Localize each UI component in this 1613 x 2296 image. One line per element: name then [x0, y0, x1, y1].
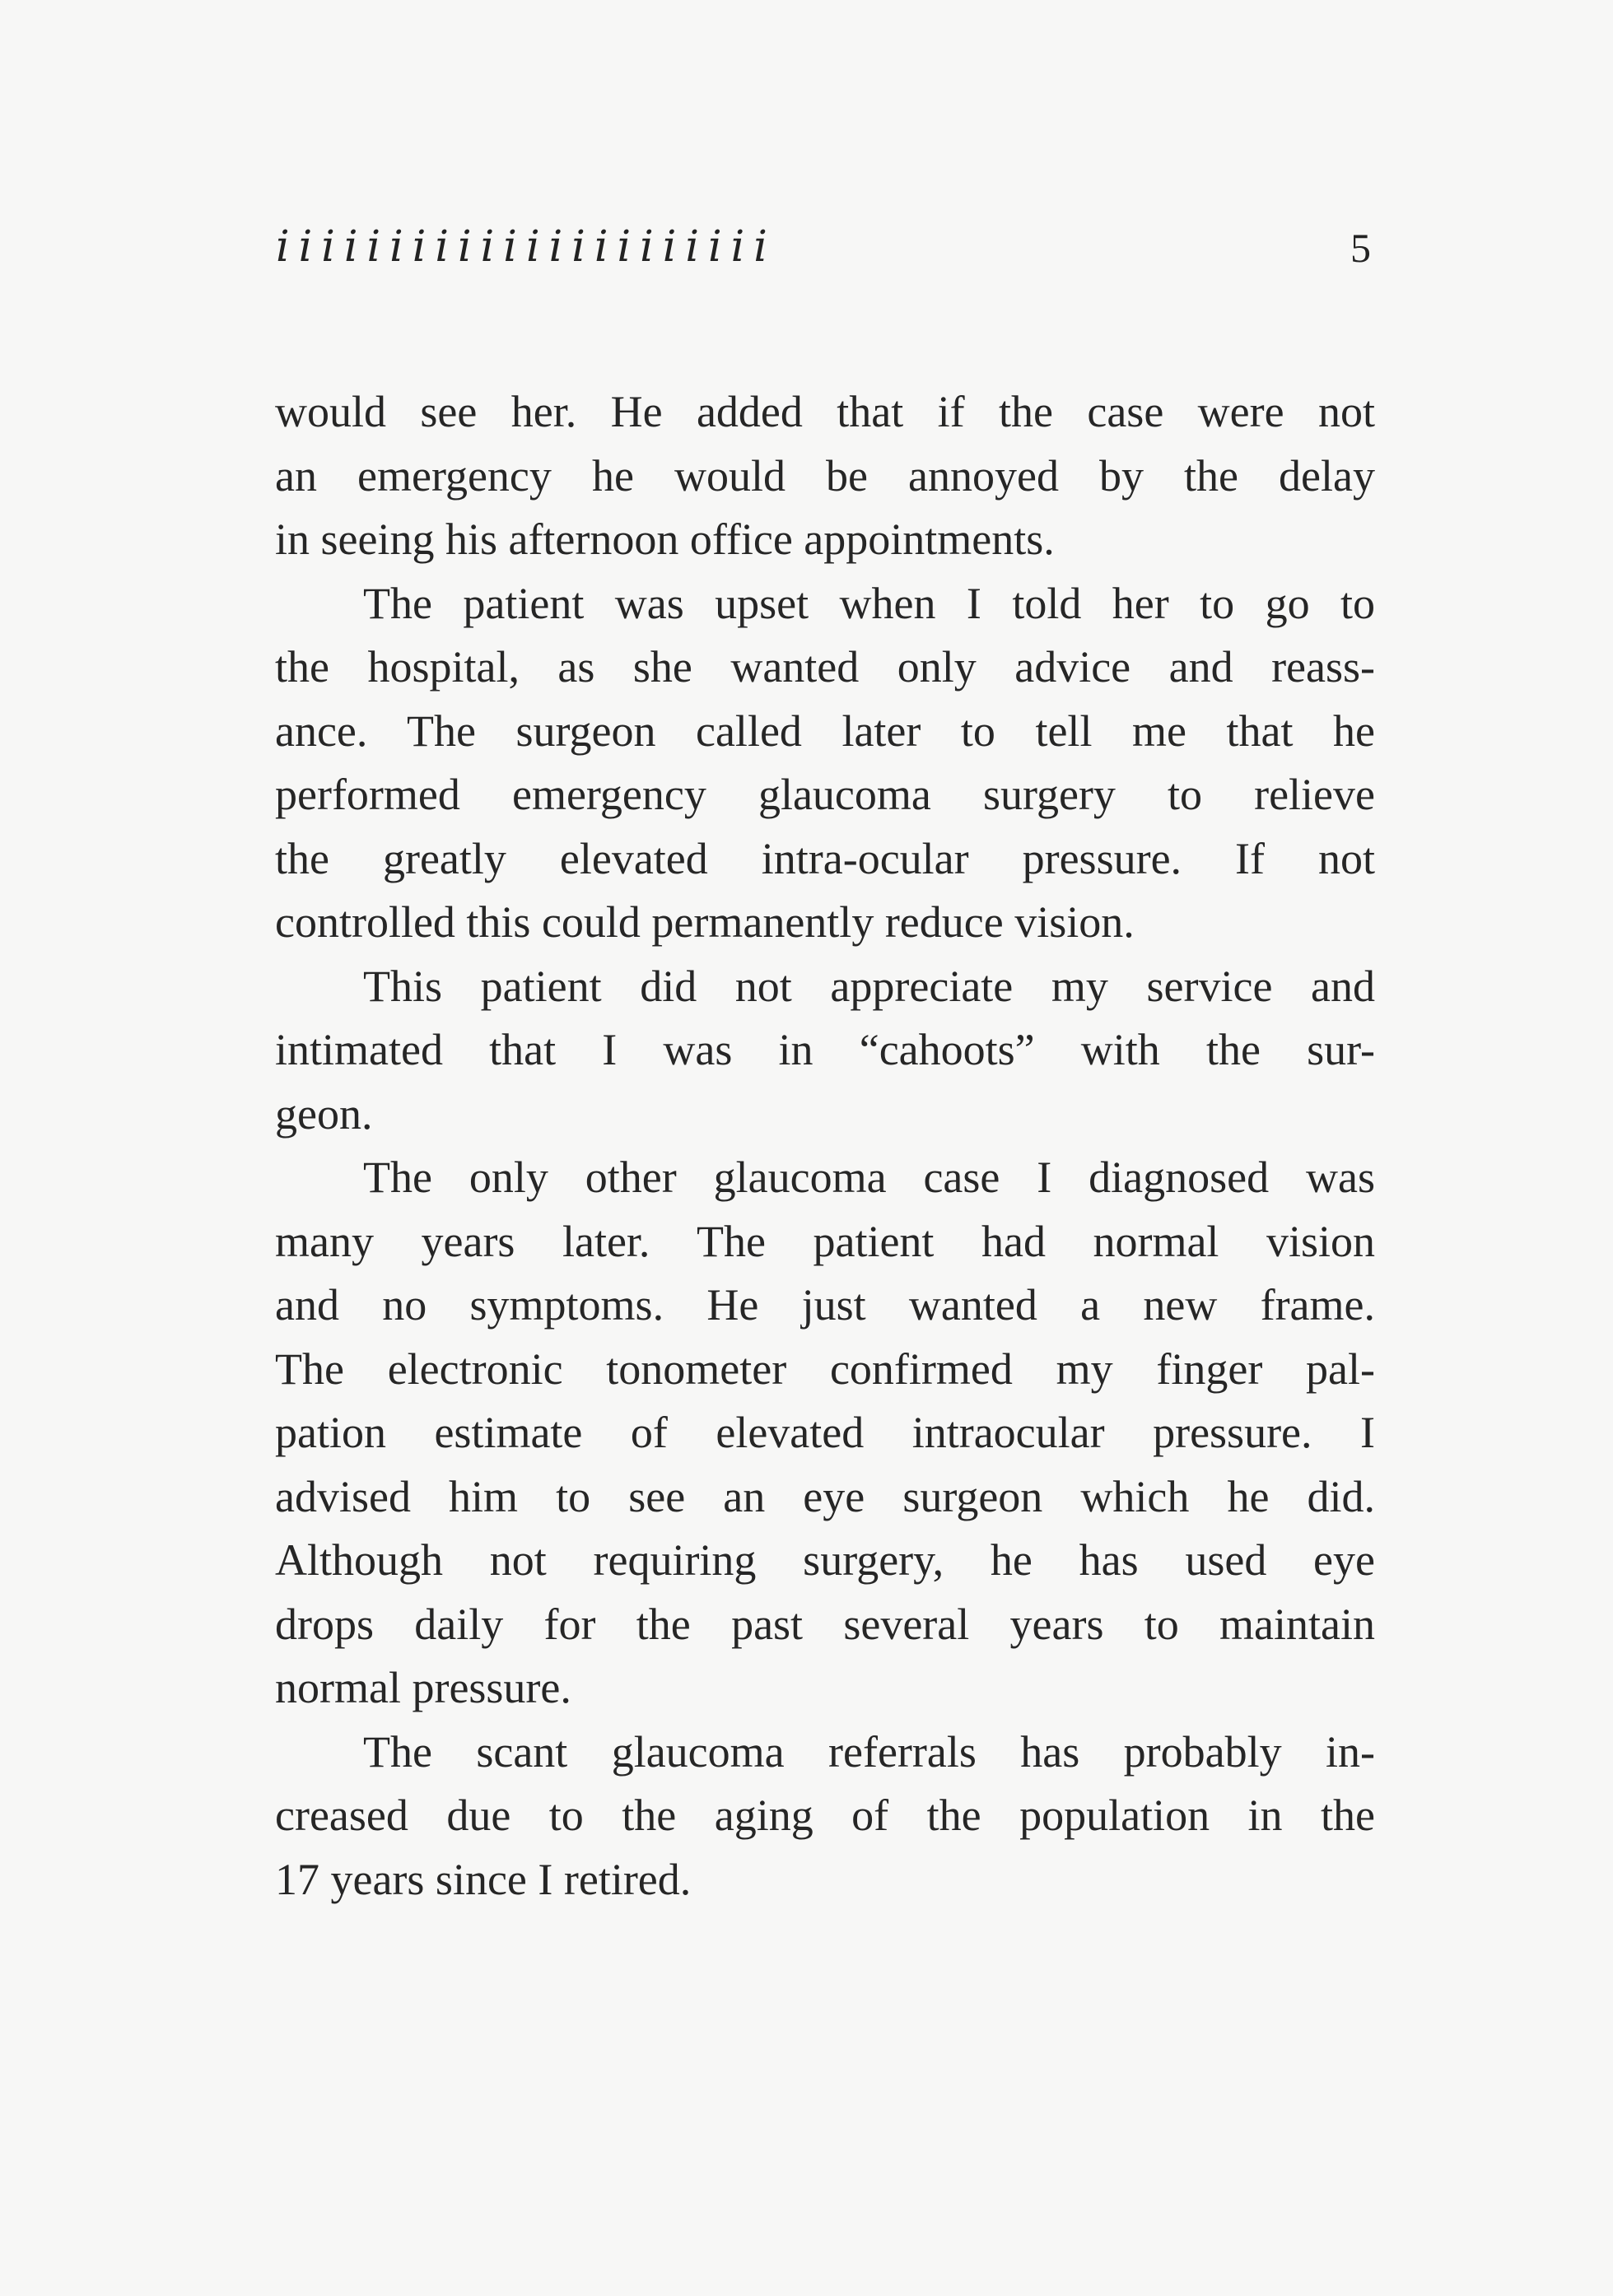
- text-line: creased due to the aging of the population in the: [275, 1791, 1375, 1840]
- text-line: The scant glaucoma referrals has probably in-: [363, 1726, 1375, 1777]
- text-line: the greatly elevated intra-ocular pressure. If not: [275, 833, 1375, 883]
- text-line: the hospital, as she wanted only advice and reass-: [275, 642, 1375, 692]
- text-line: would see her. He added that if the case were not: [275, 387, 1375, 436]
- text-line: an emergency he would be annoyed by the delay: [275, 450, 1375, 501]
- text-line: in seeing his afternoon office appointments.: [275, 515, 1055, 564]
- page-number: 5: [1350, 225, 1371, 271]
- text-line: and no symptoms. He just wanted a new frame.: [275, 1280, 1375, 1330]
- text-line: ance. The surgeon called later to tell me that he: [275, 706, 1375, 756]
- text-line: many years later. The patient had normal vision: [275, 1216, 1375, 1266]
- text-line: The only other glaucoma case I diagnosed was: [363, 1153, 1375, 1202]
- text-line: The electronic tonometer confirmed my finger pal-: [275, 1344, 1375, 1394]
- text-line: This patient did not appreciate my service and: [363, 961, 1375, 1011]
- text-line: advised him to see an eye surgeon which he did.: [275, 1471, 1375, 1521]
- text-line: performed emergency glaucoma surgery to relieve: [275, 770, 1375, 819]
- text-line: normal pressure.: [275, 1663, 571, 1712]
- text-line: geon.: [275, 1088, 373, 1139]
- text-line: drops daily for the past several years to maintain: [275, 1599, 1375, 1649]
- text-line: Although not requiring surgery, he has used eye: [275, 1535, 1375, 1585]
- text-line: pation estimate of elevated intraocular pressure. I: [275, 1408, 1375, 1457]
- header-ornament: iiiiiiiiiiiiiiiiiiiiii: [276, 222, 776, 272]
- text-line: controlled this could permanently reduce vision.: [275, 897, 1135, 947]
- text-line: intimated that I was in “cahoots” with the sur-: [275, 1025, 1375, 1074]
- text-line: The patient was upset when I told her to go to: [363, 578, 1375, 628]
- running-head: [276, 222, 1371, 288]
- text-line: 17 years since I retired.: [275, 1854, 692, 1904]
- body-text: [275, 380, 1375, 1912]
